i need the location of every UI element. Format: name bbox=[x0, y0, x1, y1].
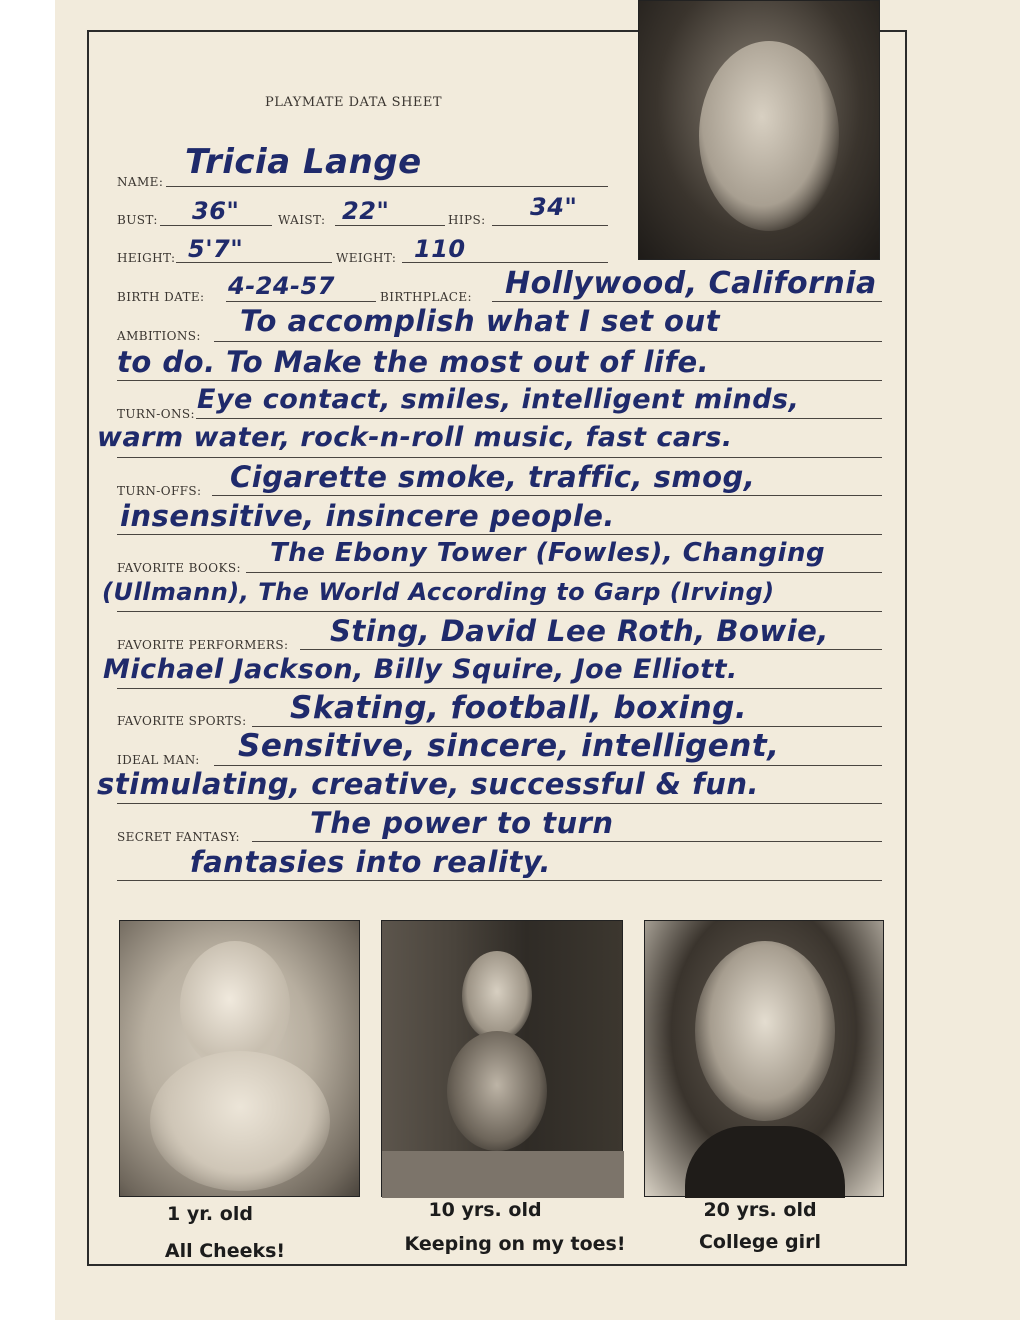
bust-value: 36" bbox=[192, 197, 240, 225]
caption-age-10: 10 yrs. old bbox=[428, 1199, 542, 1221]
waist-label: WAIST: bbox=[278, 213, 326, 227]
birth-date-label: BIRTH DATE: bbox=[117, 290, 205, 304]
height-value: 5'7" bbox=[188, 235, 244, 263]
dark-top bbox=[685, 1126, 845, 1198]
secret-fantasy-value-2: fantasies into reality. bbox=[190, 845, 552, 879]
ideal-man-value-1: Sensitive, sincere, intelligent, bbox=[238, 728, 780, 764]
weight-value: 110 bbox=[414, 235, 466, 263]
favorite-sports-label: FAVORITE SPORTS: bbox=[117, 714, 247, 728]
turn-offs-label: TURN-OFFS: bbox=[117, 484, 202, 498]
turn-offs-line-2 bbox=[117, 534, 882, 535]
birth-date-value: 4-24-57 bbox=[228, 272, 335, 300]
secret-fantasy-line-2 bbox=[117, 880, 882, 881]
favorite-performers-line-1 bbox=[300, 649, 882, 650]
favorite-sports-line bbox=[252, 726, 882, 727]
waist-value: 22" bbox=[342, 197, 390, 225]
hips-value: 34" bbox=[530, 193, 578, 221]
ambitions-line-2 bbox=[117, 380, 882, 381]
bust-line bbox=[160, 225, 272, 226]
caption-age-1-age: 1 yr. old bbox=[167, 1203, 253, 1225]
birth-date-line bbox=[226, 301, 376, 302]
waist-line bbox=[335, 225, 445, 226]
turn-ons-label: TURN-ONS: bbox=[117, 407, 195, 421]
turn-offs-line-1 bbox=[212, 495, 882, 496]
photo-age-10 bbox=[381, 920, 623, 1197]
caption-age-10-note: Keeping on my toes! bbox=[404, 1233, 626, 1255]
turn-offs-value-1: Cigarette smoke, traffic, smog, bbox=[230, 460, 756, 494]
bust-label: BUST: bbox=[117, 213, 158, 227]
photo-age-1 bbox=[119, 920, 360, 1197]
secret-fantasy-line-1 bbox=[252, 841, 882, 842]
turn-ons-line-2 bbox=[117, 457, 882, 458]
turn-ons-value-2: warm water, rock-n-roll music, fast cars. bbox=[97, 422, 733, 453]
caption-age-20-note: College girl bbox=[698, 1231, 821, 1253]
secret-fantasy-value-1: The power to turn bbox=[310, 806, 614, 840]
turn-ons-value-1: Eye contact, smiles, intelligent minds, bbox=[197, 384, 800, 415]
ideal-man-value-2: stimulating, creative, successful & fun. bbox=[97, 767, 760, 801]
caption-age-1 bbox=[110, 1200, 310, 1228]
ideal-man-line-1 bbox=[214, 765, 882, 766]
turn-offs-value-2: insensitive, insincere people. bbox=[120, 499, 615, 533]
weight-label: WEIGHT: bbox=[336, 251, 397, 265]
birthplace-label: BIRTHPLACE: bbox=[380, 290, 472, 304]
height-label: HEIGHT: bbox=[117, 251, 176, 265]
favorite-books-line-1 bbox=[246, 572, 882, 573]
favorite-books-value-2: (Ullmann), The World According to Garp (Irving) bbox=[102, 578, 775, 606]
favorite-books-line-2 bbox=[117, 611, 882, 612]
favorite-books-value-1: The Ebony Tower (Fowles), Changing bbox=[270, 538, 826, 568]
favorite-performers-line-2 bbox=[117, 688, 882, 689]
turn-ons-line-1 bbox=[196, 418, 882, 419]
favorite-performers-value-2: Michael Jackson, Billy Squire, Joe Elliott. bbox=[103, 654, 738, 685]
ideal-man-label: IDEAL MAN: bbox=[117, 753, 200, 767]
birthplace-value: Hollywood, California bbox=[505, 266, 877, 301]
sheet-title: PLAYMATE DATA SHEET bbox=[265, 95, 443, 110]
ambitions-value-1: To accomplish what I set out bbox=[240, 304, 720, 338]
name-value: Tricia Lange bbox=[185, 142, 422, 182]
hips-line bbox=[492, 225, 608, 226]
caption-age-1-note: All Cheeks! bbox=[164, 1240, 286, 1262]
ambitions-line-1 bbox=[214, 341, 882, 342]
name-label: NAME: bbox=[117, 175, 164, 189]
photo-age-20 bbox=[644, 920, 884, 1197]
favorite-performers-value-1: Sting, David Lee Roth, Bowie, bbox=[330, 614, 829, 648]
caption-age-20: 20 yrs. old bbox=[703, 1199, 817, 1221]
name-line bbox=[166, 186, 608, 187]
portrait-photo bbox=[638, 0, 880, 260]
favorite-books-label: FAVORITE BOOKS: bbox=[117, 561, 241, 575]
favorite-performers-label: FAVORITE PERFORMERS: bbox=[117, 638, 289, 652]
favorite-sports-value: Skating, football, boxing. bbox=[290, 690, 748, 726]
ambitions-label: AMBITIONS: bbox=[117, 329, 201, 343]
secret-fantasy-label: SECRET FANTASY: bbox=[117, 830, 240, 844]
hips-label: HIPS: bbox=[448, 213, 486, 227]
ideal-man-line-2 bbox=[117, 803, 882, 804]
birthplace-line bbox=[492, 301, 882, 302]
stage-floor bbox=[382, 1151, 624, 1198]
ambitions-value-2: to do. To Make the most out of life. bbox=[117, 345, 710, 379]
